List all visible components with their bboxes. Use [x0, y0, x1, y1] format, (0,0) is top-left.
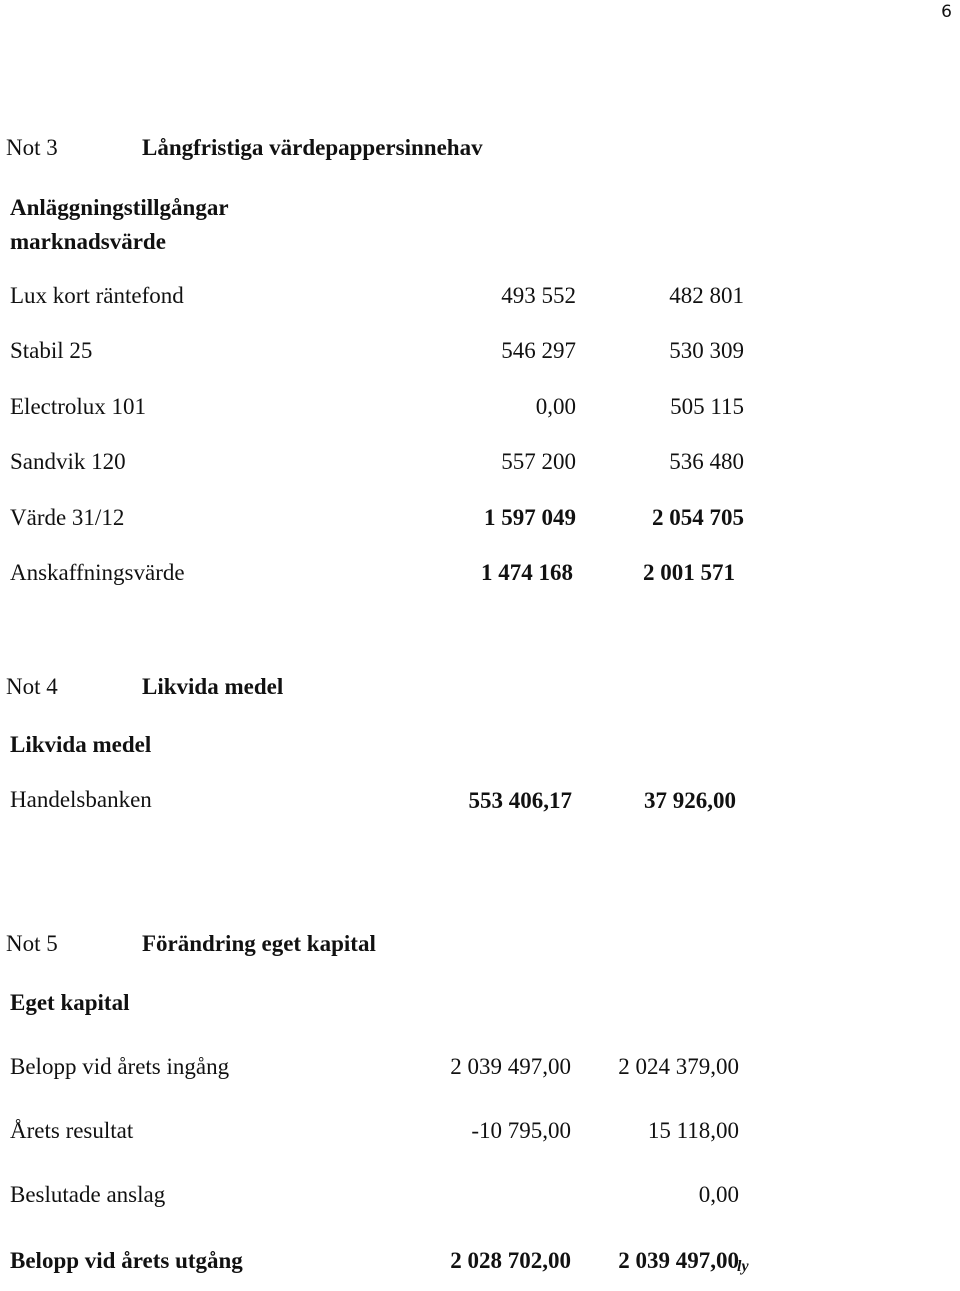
table-cell-previous-year: 505 115: [670, 394, 744, 419]
table-row-label: Beslutade anslag: [10, 1182, 166, 1207]
table-row-label-total: Belopp vid årets utgång: [10, 1248, 243, 1273]
note-3-title: Långfristiga värdepappersinnehav: [142, 135, 483, 160]
table-cell-previous-year: 0,00: [698, 1182, 739, 1207]
table-row-label: Electrolux 101: [10, 394, 147, 419]
note-3-number: Not 3: [6, 135, 58, 160]
table-row-label: Handelsbanken: [10, 787, 152, 812]
note-4-title: Likvida medel: [142, 674, 284, 699]
note-3-subtitle-cont: marknadsvärde: [10, 229, 166, 254]
table-row-label: Stabil 25: [10, 338, 93, 363]
note-3-subtitle: Anläggningstillgångar: [10, 195, 229, 220]
table-cell-previous-year: 37 926,00: [644, 788, 736, 813]
table-cell-current-year: 1 474 168: [481, 560, 573, 585]
table-cell-previous-year: 15 118,00: [647, 1118, 739, 1143]
note-4-subtitle: Likvida medel: [10, 732, 152, 757]
signature-initials: ly: [737, 1258, 749, 1275]
note-5-subtitle: Eget kapital: [10, 990, 130, 1015]
note-5-number: Not 5: [6, 931, 58, 956]
page-number: 6: [941, 2, 952, 22]
table-cell-current-year: 0,00: [535, 394, 576, 419]
table-cell-previous-year: 2 024 379,00: [618, 1054, 739, 1079]
table-cell-current-year: 1 597 049: [484, 505, 576, 530]
table-row-label: Belopp vid årets ingång: [10, 1054, 230, 1079]
table-cell-previous-year: 482 801: [669, 283, 744, 308]
table-cell-current-year: -10 795,00: [471, 1118, 571, 1143]
table-cell-current-year: 546 297: [501, 338, 576, 363]
note-5-title: Förändring eget kapital: [142, 931, 376, 956]
table-cell-current-year: 553 406,17: [468, 788, 572, 813]
table-cell-current-year: 2 039 497,00: [450, 1054, 571, 1079]
table-row-label: Årets resultat: [10, 1118, 134, 1143]
note-4-number: Not 4: [6, 674, 58, 699]
table-row-label: Värde 31/12: [10, 505, 125, 530]
table-cell-previous-year-total: 2 039 497,00: [618, 1248, 739, 1273]
table-cell-previous-year: 2 054 705: [652, 505, 744, 530]
table-row-label: Anskaffningsvärde: [10, 560, 185, 585]
table-cell-current-year-total: 2 028 702,00: [450, 1248, 571, 1273]
table-cell-previous-year: 536 480: [669, 449, 744, 474]
table-row-label: Lux kort räntefond: [10, 283, 184, 308]
table-row-label: Sandvik 120: [10, 449, 126, 474]
table-cell-previous-year: 530 309: [669, 338, 744, 363]
table-cell-previous-year: 2 001 571: [643, 560, 735, 585]
table-cell-current-year: 493 552: [501, 283, 576, 308]
table-cell-current-year: 557 200: [501, 449, 576, 474]
